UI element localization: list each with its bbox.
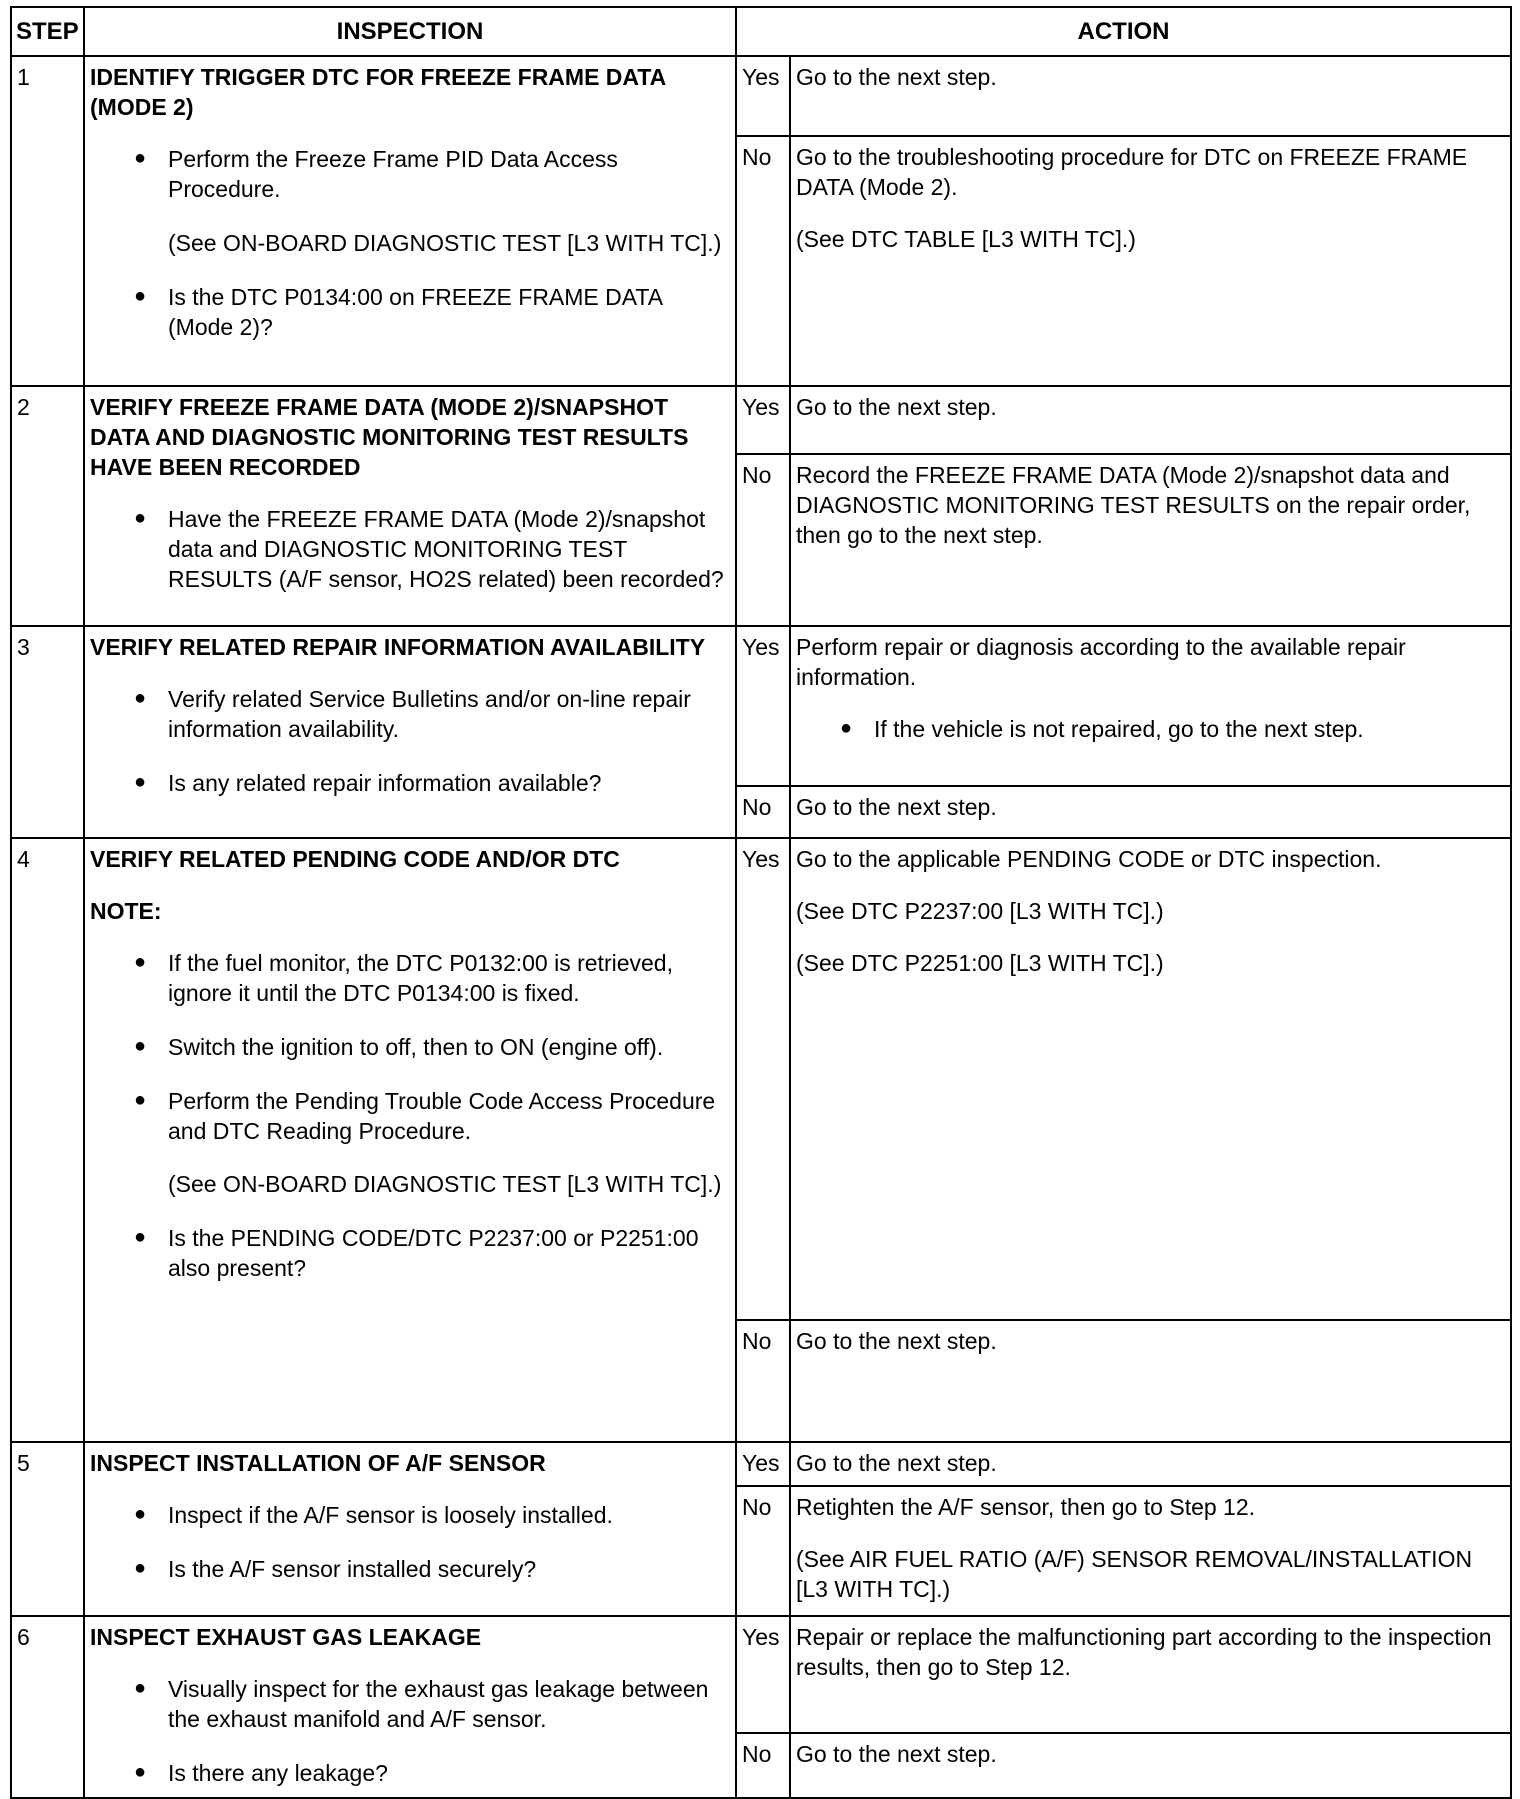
bullet-icon: ● (134, 1503, 147, 1526)
header-step: STEP (11, 7, 84, 56)
no-label: No (736, 1320, 790, 1442)
bullet-text: Is any related repair information available? (168, 769, 602, 796)
inspection-cell (84, 1616, 736, 1798)
inspection-title: VERIFY RELATED REPAIR INFORMATION AVAILABILITY (90, 634, 706, 661)
bullet-icon: ● (134, 1226, 147, 1249)
step-number: 5 (11, 1442, 84, 1616)
inspection-cell (84, 1442, 736, 1616)
inspection-cell (84, 838, 736, 1442)
bullet-text: Is the A/F sensor installed securely? (168, 1555, 537, 1582)
bullet-icon: ● (134, 1034, 147, 1057)
action-text: (See DTC P2237:00 [L3 WITH TC].) (796, 898, 1164, 925)
no-action (790, 1320, 1511, 1442)
note-label: NOTE: (90, 898, 162, 925)
step-number: 6 (11, 1616, 84, 1798)
inspection-bullets (90, 685, 730, 799)
yes-action (790, 56, 1511, 136)
bullet-icon: ● (134, 506, 147, 529)
list-item (836, 715, 1505, 745)
step-number: 4 (11, 838, 84, 1442)
yes-label: Yes (736, 386, 790, 454)
bullet-icon: ● (134, 284, 147, 307)
bullet-text: Inspect if the A/F sensor is loosely installed. (168, 1502, 613, 1529)
bullet-text: Switch the ignition to off, then to ON (engine off). (168, 1033, 664, 1060)
inspection-bullets (90, 145, 730, 342)
action-text: Record the FREEZE FRAME DATA (Mode 2)/snapshot data and DIAGNOSTIC MONITORING TEST RESULTS on the repair order, then go to the next step. (796, 462, 1471, 548)
step-row (11, 56, 1511, 136)
list-item (130, 145, 730, 259)
inspection-title: IDENTIFY TRIGGER DTC FOR FREEZE FRAME DATA (MODE 2) (90, 64, 666, 121)
no-action (790, 1486, 1511, 1616)
bullet-icon: ● (134, 1088, 147, 1111)
header-action: ACTION (736, 7, 1511, 56)
inspection-bullets (90, 1501, 730, 1585)
bullet-text: Visually inspect for the exhaust gas leakage between the exhaust manifold and A/F sensor. (168, 1675, 709, 1732)
bullet-text: Is the DTC P0134:00 on FREEZE FRAME DATA (Mode 2)? (168, 283, 662, 340)
bullet-icon: ● (134, 1556, 147, 1579)
action-text: Go to the next step. (796, 794, 997, 821)
step-number: 1 (11, 56, 84, 386)
bullet-icon: ● (840, 716, 853, 739)
list-item (130, 685, 730, 745)
action-text: Perform repair or diagnosis according to the available repair information. (796, 634, 1406, 691)
yes-label: Yes (736, 626, 790, 786)
list-item (130, 1759, 730, 1789)
action-bullets (796, 715, 1505, 745)
table-body (11, 56, 1511, 1797)
inspection-title: VERIFY RELATED PENDING CODE AND/OR DTC (90, 846, 620, 873)
bullet-icon: ● (134, 1676, 147, 1699)
header-inspection: INSPECTION (84, 7, 736, 56)
bullet-icon: ● (134, 770, 147, 793)
bullet-icon: ● (134, 146, 147, 169)
no-action (790, 1733, 1511, 1798)
action-text: (See DTC P2251:00 [L3 WITH TC].) (796, 949, 1164, 976)
inspection-title: VERIFY FREEZE FRAME DATA (MODE 2)/SNAPSHOT DATA AND DIAGNOSTIC MONITORING TEST RESULTS HAVE BEEN RECORDED (90, 394, 689, 480)
bullet-icon: ● (134, 950, 147, 973)
list-item (130, 1675, 730, 1735)
action-text: (See DTC TABLE [L3 WITH TC].) (796, 225, 1136, 252)
reference-text: (See ON-BOARD DIAGNOSTIC TEST [L3 WITH TC].) (168, 229, 722, 256)
list-item (130, 769, 730, 799)
bullet-text: If the vehicle is not repaired, go to the next step. (874, 715, 1364, 742)
step-row (11, 838, 1511, 1320)
no-action (790, 786, 1511, 838)
step-number: 3 (11, 626, 84, 838)
yes-action (790, 1616, 1511, 1733)
inspection-title: INSPECT INSTALLATION OF A/F SENSOR (90, 1450, 546, 1477)
step-number: 2 (11, 386, 84, 626)
inspection-cell (84, 386, 736, 626)
action-text: Go to the next step. (796, 1328, 997, 1355)
list-item (130, 1501, 730, 1531)
no-label: No (736, 1486, 790, 1616)
no-label: No (736, 786, 790, 838)
step-row (11, 1616, 1511, 1733)
step-row (11, 1442, 1511, 1486)
no-label: No (736, 136, 790, 386)
inspection-bullets (90, 949, 730, 1284)
no-label: No (736, 1733, 790, 1798)
reference-text: (See ON-BOARD DIAGNOSTIC TEST [L3 WITH TC].) (168, 1171, 722, 1198)
bullet-text: Is the PENDING CODE/DTC P2237:00 or P2251:00 also present? (168, 1225, 699, 1282)
inspection-bullets (90, 505, 730, 595)
list-item (130, 505, 730, 595)
no-label: No (736, 454, 790, 626)
action-text: Go to the next step. (796, 1740, 997, 1767)
yes-label: Yes (736, 838, 790, 1320)
bullet-text: Perform the Freeze Frame PID Data Access Procedure. (168, 145, 618, 202)
list-item (130, 1087, 730, 1201)
action-text: Go to the applicable PENDING CODE or DTC inspection. (796, 846, 1382, 873)
yes-action (790, 626, 1511, 786)
yes-label: Yes (736, 56, 790, 136)
list-item (130, 283, 730, 343)
bullet-icon: ● (134, 1760, 147, 1783)
bullet-text: Perform the Pending Trouble Code Access Procedure and DTC Reading Procedure. (168, 1087, 716, 1144)
step-row (11, 386, 1511, 454)
diagnostic-table (10, 6, 1512, 1799)
action-text: Go to the next step. (796, 1450, 997, 1477)
yes-label: Yes (736, 1616, 790, 1733)
action-text: Go to the next step. (796, 64, 997, 91)
list-item (130, 1555, 730, 1585)
yes-action (790, 386, 1511, 454)
bullet-text: Have the FREEZE FRAME DATA (Mode 2)/snapshot data and DIAGNOSTIC MONITORING TEST RESULTS (A/F sensor, HO2S related) been recorded? (168, 505, 724, 592)
table-header-row (11, 7, 1511, 56)
bullet-icon: ● (134, 687, 147, 710)
bullet-text: If the fuel monitor, the DTC P0132:00 is retrieved, ignore it until the DTC P0134:00 is fixed. (168, 949, 673, 1006)
list-item (130, 1224, 730, 1284)
inspection-title: INSPECT EXHAUST GAS LEAKAGE (90, 1624, 482, 1651)
list-item (130, 949, 730, 1009)
action-text: Repair or replace the malfunctioning part according to the inspection results, then go to Step 12. (796, 1624, 1492, 1680)
no-action (790, 454, 1511, 626)
inspection-cell (84, 56, 736, 386)
yes-action (790, 1442, 1511, 1486)
no-action (790, 136, 1511, 386)
action-text: (See AIR FUEL RATIO (A/F) SENSOR REMOVAL/INSTALLATION [L3 WITH TC].) (796, 1545, 1473, 1602)
yes-label: Yes (736, 1442, 790, 1486)
bullet-text: Verify related Service Bulletins and/or on-line repair information availability. (168, 686, 691, 742)
inspection-bullets (90, 1675, 730, 1789)
inspection-cell (84, 626, 736, 838)
bullet-text: Is there any leakage? (168, 1759, 388, 1786)
step-row (11, 626, 1511, 786)
action-text: Go to the troubleshooting procedure for DTC on FREEZE FRAME DATA (Mode 2). (796, 144, 1468, 201)
action-text: Go to the next step. (796, 394, 997, 421)
list-item (130, 1033, 730, 1063)
yes-action (790, 838, 1511, 1320)
action-text: Retighten the A/F sensor, then go to Step 12. (796, 1494, 1256, 1521)
